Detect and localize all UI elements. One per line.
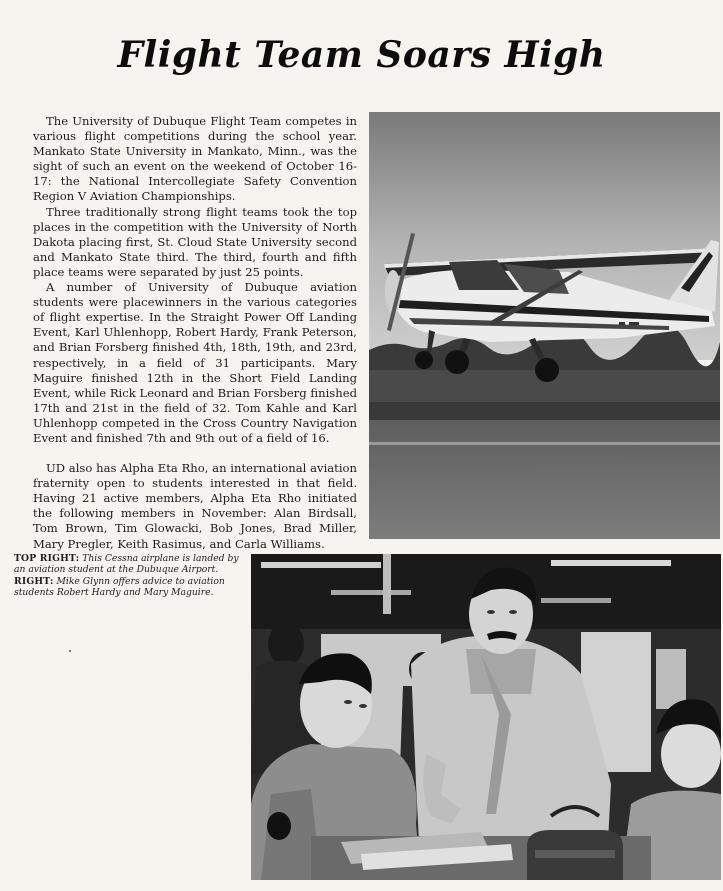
article-paragraph: The University of Dubuque Flight Team competes in various flight competitions during the school year. Mankato State University in Mankato, Minn., was the sight of such an event on the weekend of October 16-17: the National Intercollegiate Safety Convention Region V Aviation Championships. xyxy=(33,114,357,204)
caption-lead: TOP RIGHT: xyxy=(14,553,80,564)
caption-lead: RIGHT: xyxy=(14,575,54,587)
page-title: Flight Team Soars High xyxy=(117,34,606,76)
airplane-landing-photo xyxy=(369,112,720,539)
caption-right xyxy=(14,576,246,599)
article-body xyxy=(33,114,357,552)
article-paragraph: UD also has Alpha Eta Rho, an international aviation fraternity open to students interested in that field. Having 21 active members, Alpha Eta Rho initiated the following members in November: Alan Birdsall, Tom Brown, Tim Glowacki, Bob Jones, Brad Miller, Mary Pregler, Keith Rasimus, and Carla Williams. xyxy=(33,461,357,551)
aviation-students-photo xyxy=(251,554,721,880)
print-speck xyxy=(69,650,71,652)
caption-text: Mike Glynn offers advice to aviation students Robert Hardy and Mary Maguire. xyxy=(14,575,225,599)
article-paragraph: A number of University of Dubuque aviation students were placewinners in the various categories of flight expertise. In the Straight Power Off Landing Event, Karl Uhlenhopp, Robert Hardy, Frank Peterson, and Brian Forsberg finished 4th, 18th, 19th, and 23rd, respectively, in a field of 31 participants. Mary Maguire finished 12th in the Short Field Landing Event, while Rick Leonard and Brian Forsberg finished 17th and 21st in the field of 32. Tom Kahle and Karl Uhlenhopp competed in the Cross Country Navigation Event and finished 7th and 9th out of a field of 16. xyxy=(33,280,357,445)
photo-captions xyxy=(14,553,246,599)
article-paragraph: Three traditionally strong flight teams took the top places in the competition with the University of North Dakota placing first, St. Cloud State University second and Mankato State third. The third, fourth and fifth place teams were separated by just 25 points. xyxy=(33,204,357,279)
caption-top-right xyxy=(14,553,246,576)
caption-text: This Cessna airplane is landed by an aviation student at the Dubuque Airport. xyxy=(14,553,239,576)
